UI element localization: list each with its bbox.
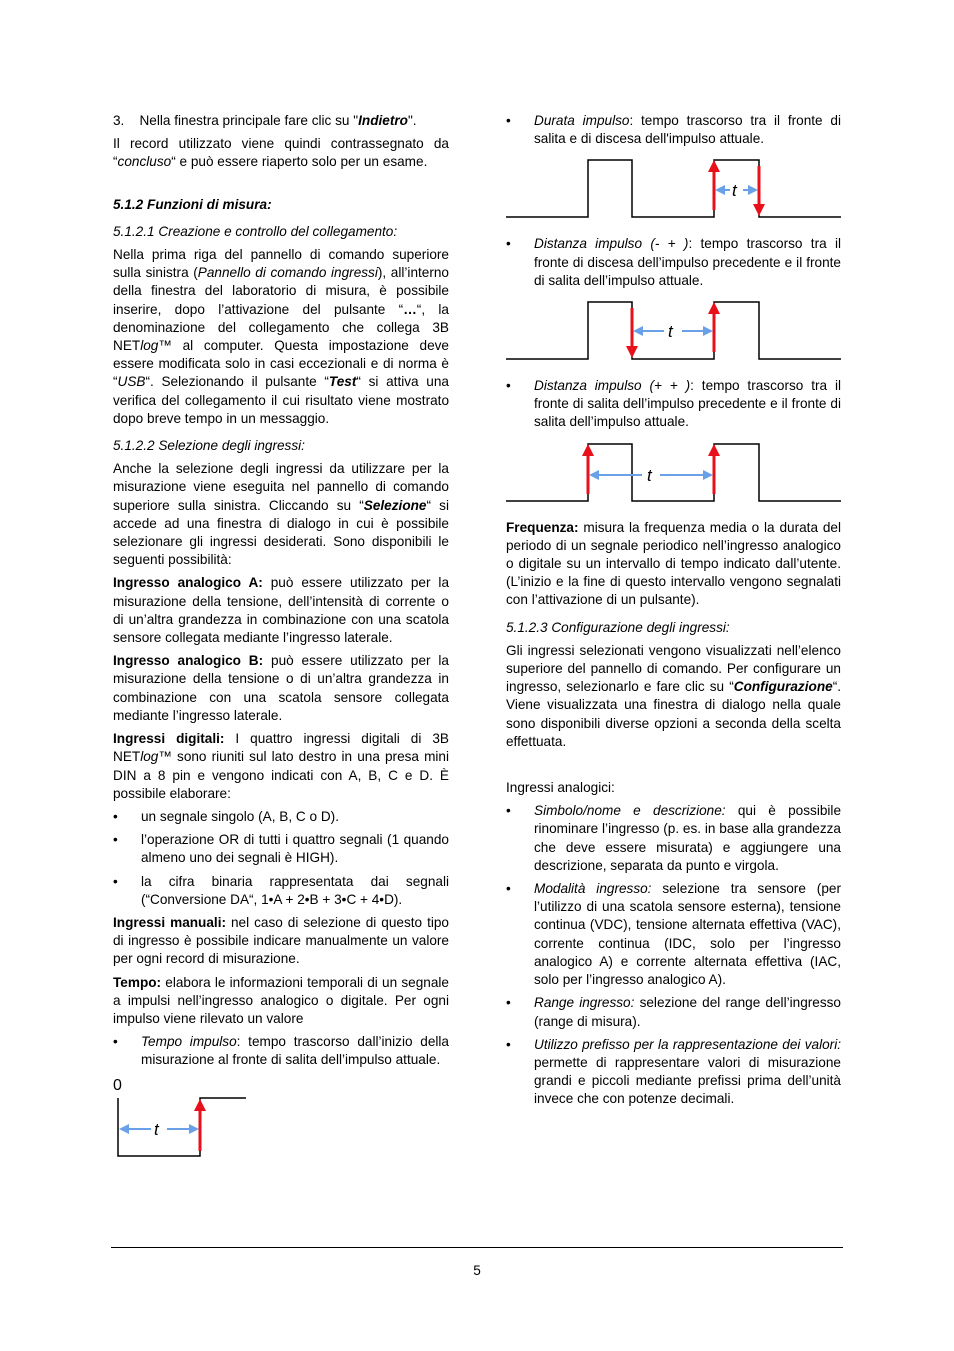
right-column	[506, 112, 841, 1114]
item-text: un segnale singolo (A, B, C o D).	[141, 808, 339, 824]
origin-label: 0	[113, 1076, 122, 1094]
term: Ingresso analogico A:	[113, 575, 263, 591]
text: ), all’interno della finestra del laboratorio di misura, è possibile inserire, dopo l’attivazione del pulsante “	[113, 265, 449, 317]
concluso-paragraph	[113, 135, 449, 171]
keyword: concluso	[117, 154, 172, 170]
text: Gli ingressi selezionati vengono visualizzati nell’elenco superiore del pannello di comando. Per configurare un ingresso, selezionarlo e fare clic su “	[506, 642, 841, 695]
tempo-paragraph	[113, 974, 449, 1029]
term: Ingressi digitali:	[113, 731, 225, 747]
keyword: Test	[328, 374, 357, 390]
keyword: log	[140, 749, 159, 765]
step-3	[113, 112, 449, 130]
time-label: t	[732, 181, 737, 201]
item-text: qui è possibile rinominare l’ingresso (p. es. in base alla grandezza che deve essere misurata) e aggiungere una descrizione, separata da punto e virgola.	[534, 803, 841, 873]
subsection-heading-3: 5.1.2.3 Configurazione degli ingressi:	[506, 619, 730, 635]
text: può essere utilizzato per la misurazione della tensione, dell’intensità di corrente o di un’altra grandezza in combinazione con una scatola sensore collegata mediante l’ingresso laterale.	[113, 575, 450, 646]
subsection-heading-2: 5.1.2.2 Selezione degli ingressi:	[113, 438, 305, 454]
text: “ e può essere riaperto solo per un esame.	[171, 154, 428, 170]
text: Il record utilizzato viene quindi contrassegnato da “	[113, 136, 449, 170]
connection-paragraph	[113, 246, 449, 428]
bullet: •	[113, 1034, 118, 1050]
list-item	[113, 808, 449, 826]
distanza-meno-piu-diagram	[506, 300, 841, 364]
bullet: •	[113, 808, 118, 824]
section-heading: 5.1.2 Funzioni di misura:	[113, 196, 272, 212]
subsection-heading-1: 5.1.2.1 Creazione e controllo del collegamento:	[113, 223, 398, 239]
time-label: t	[154, 1119, 159, 1139]
text: I quattro ingressi digitali di 3B NET	[113, 731, 449, 765]
pulse-signal	[506, 444, 841, 501]
step-keyword: Indietro	[358, 113, 408, 128]
text: Anche la selezione degli ingressi da utilizzare per la misurazione viene eseguita nel pannello di comando superiore sulla sinistra. Cliccando su “	[113, 461, 449, 513]
item-text: selezione del range dell’ingresso (range di misura).	[534, 995, 841, 1029]
text: “ si attiva una verifica del collegamento il cui risultato viene mostrato dopo breve tempo in un messaggio.	[113, 374, 449, 426]
keyword: Selezione	[363, 497, 427, 513]
text: Nella prima riga del pannello di comando superiore sulla sinistra (	[113, 247, 449, 281]
term: Tempo impulso	[141, 1034, 237, 1050]
term: Distanza impulso (+ + )	[534, 378, 691, 394]
configuration-paragraph	[506, 642, 841, 751]
list-item	[506, 1036, 841, 1109]
item-text: : tempo trascorso tra il fronte di discesa dell’impulso precedente e il fronte di salita dell’impulso attuale.	[534, 236, 841, 288]
analog-b-paragraph	[113, 652, 449, 725]
text: “, la denominazione del collegamento che collega 3B NET	[113, 301, 449, 354]
term: Ingresso analogico B:	[113, 653, 264, 669]
durata-impulso-diagram	[506, 158, 841, 222]
item-text: l’operazione OR di tutti i quattro segnali (1 quando almeno uno dei segnali è HIGH).	[141, 832, 449, 866]
text: “. Viene visualizzata una finestra di dialogo nella quale sono disponibili diverse opzioni a seconda della scelta effettuata.	[506, 679, 841, 749]
pulse-signal	[506, 160, 841, 217]
bullet: •	[506, 378, 511, 394]
list-item	[506, 235, 841, 290]
time-label: t	[647, 465, 652, 485]
bullet: •	[113, 832, 118, 848]
keyword: Configurazione	[733, 679, 833, 695]
footer-rule	[111, 1247, 843, 1248]
step-text: Nella finestra principale fare clic su "	[139, 113, 359, 128]
text: misura la frequenza media o la durata del periodo di un segnale periodico nell’ingresso analogico o digitale su un intervallo di tempo indicato dall’utente. (L’inizio e la fine di questo intervallo vengono segnalati con l’attivazione di un pulsante).	[506, 519, 841, 608]
text: ™ sono riuniti sul lato destro in una presa mini DIN a 8 pin e vengono indicati con A, B, C e D. È possibile elaborare:	[113, 749, 449, 801]
bullet: •	[506, 881, 511, 897]
list-item	[506, 994, 841, 1030]
keyword: log	[140, 338, 159, 354]
term: Frequenza:	[506, 519, 579, 535]
bullet: •	[506, 113, 511, 128]
list-item	[506, 377, 841, 432]
text: “. Selezionando il pulsante “	[145, 374, 329, 390]
bullet: •	[506, 803, 511, 819]
list-item	[113, 1033, 449, 1069]
selection-paragraph	[113, 460, 449, 569]
term: Range ingresso:	[534, 995, 635, 1011]
list-item	[113, 831, 449, 867]
item-text: la cifra binaria rappresentata dai segnali (“Conversione DA“, 1•A + 2•B + 3•C + 4•D).	[141, 873, 449, 907]
text: può essere utilizzato per la misurazione della tensione o di un’altra grandezza in combinazione con una scatola sensore collegata mediante l’ingresso laterale.	[113, 653, 449, 723]
list-item	[506, 112, 841, 148]
step-text-end: ".	[407, 113, 417, 128]
list-item	[113, 873, 449, 909]
item-text: : tempo trascorso dall’inizio della misurazione al fronte di salita dell’impulso attuale.	[141, 1034, 449, 1068]
term: Modalità ingresso:	[534, 881, 652, 897]
manual-paragraph	[113, 914, 449, 969]
list-item	[506, 802, 841, 875]
bullet: •	[506, 236, 511, 252]
item-text: selezione tra sensore (per l’utilizzo di una scatola sensore esterna), tensione continua (VDC), tensione alternata effettiva (VAC), corrente continua (IDC, solo per l’ingresso analogico A) e corrente alternata effettiva (IAC, solo per l’ingresso analogico A).	[534, 881, 841, 988]
pulse-signal	[118, 1098, 246, 1156]
term: Utilizzo prefisso per la rappresentazione dei valori:	[534, 1036, 841, 1052]
term: Ingressi manuali:	[113, 914, 226, 930]
bullet: •	[506, 995, 511, 1011]
item-text: permette di rappresentare valori di misurazione grandi e piccoli mediante prefissi prima dell’unità invece che con potenze decimali.	[534, 1054, 841, 1107]
term: Simbolo/nome e descrizione:	[534, 803, 726, 819]
page-number: 5	[473, 1263, 481, 1278]
distanza-piu-piu-diagram	[506, 442, 841, 506]
analog-inputs-label: Ingressi analogici:	[506, 780, 615, 796]
text: ™ al computer. Questa impostazione deve essere modificata solo in casi eccezionali e di norma è “	[113, 338, 449, 390]
list-item	[506, 880, 841, 989]
keyword: Pannello di comando ingressi	[197, 265, 378, 281]
text: elabora le informazioni temporali di un segnale a impulsi nell’ingresso analogico o digitale. Per ogni impulso viene rilevato un valore	[113, 974, 449, 1026]
term: Durata impulso	[534, 113, 630, 128]
item-text: : tempo trascorso tra il fronte di salita dell’impulso precedente e il fronte di salita dell’impulso attuale.	[534, 378, 841, 430]
term: Tempo:	[113, 974, 162, 990]
left-column	[113, 112, 449, 1167]
text: nel caso di selezione di questo tipo di ingresso è possibile indicare manualmente un valore per ogni record di misurazione.	[113, 914, 449, 967]
keyword: USB	[117, 374, 146, 390]
keyword: …	[403, 301, 417, 317]
analog-a-paragraph	[113, 574, 449, 647]
frequency-paragraph	[506, 519, 841, 610]
digital-paragraph	[113, 730, 449, 803]
bullet: •	[113, 873, 118, 889]
tempo-impulso-diagram	[113, 1075, 253, 1159]
pulse-signal	[506, 302, 841, 359]
bullet: •	[506, 1036, 511, 1052]
item-text: : tempo trascorso tra il fronte di salita e di discesa dell'impulso attuale.	[534, 113, 841, 147]
text: “ si accede ad una finestra di dialogo in cui è possibile selezionare gli ingressi desiderati. Sono disponibili le seguenti possibilità:	[113, 497, 449, 568]
time-label: t	[668, 322, 673, 342]
term: Distanza impulso (- + )	[534, 236, 689, 252]
step-number: 3.	[113, 113, 125, 128]
